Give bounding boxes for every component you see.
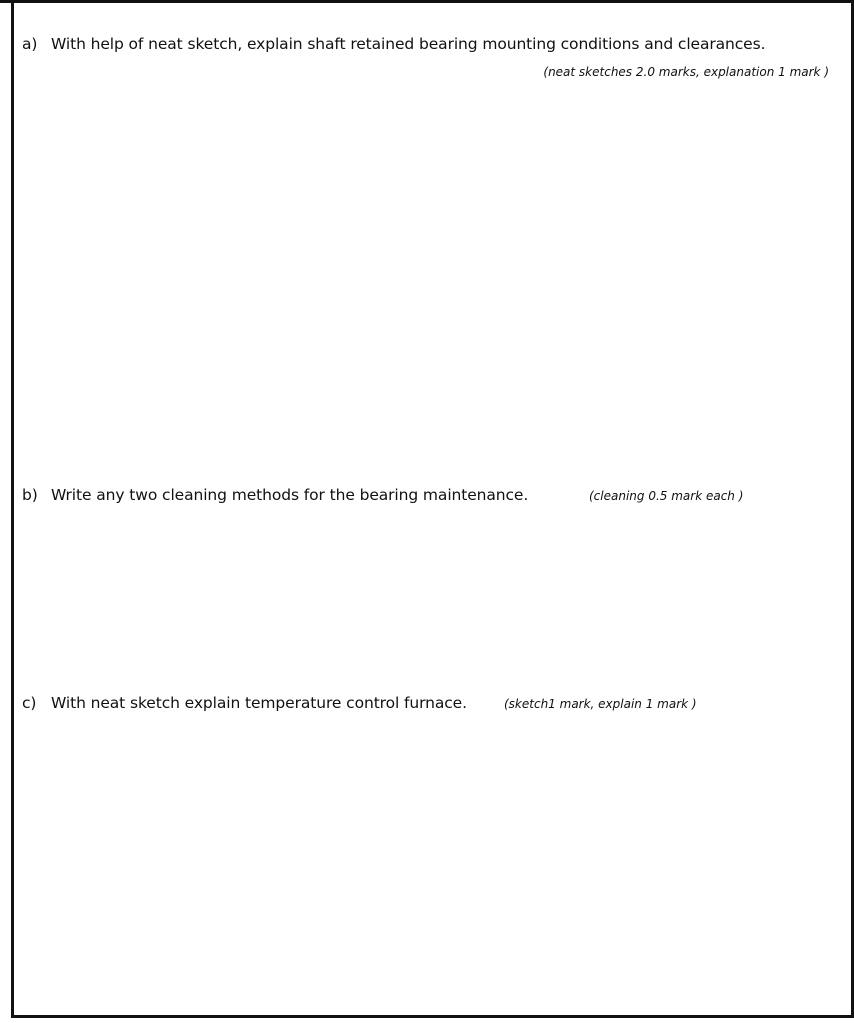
question-text: Write any two cleaning methods for the bearing maintenance. bbox=[51, 486, 529, 504]
question-label: c) bbox=[22, 694, 37, 712]
question-label: b) bbox=[22, 486, 38, 504]
question-c-marks: (sketch1 mark, explain 1 mark ) bbox=[504, 697, 697, 711]
question-b bbox=[22, 486, 528, 504]
answer-frame bbox=[11, 0, 854, 1018]
question-b-marks: (cleaning 0.5 mark each ) bbox=[589, 489, 744, 503]
question-c bbox=[22, 694, 467, 712]
question-a-marks: (neat sketches 2.0 marks, explanation 1 mark ) bbox=[543, 65, 829, 79]
question-text: With help of neat sketch, explain shaft retained bearing mounting conditions and clearances. bbox=[51, 35, 766, 53]
question-a bbox=[22, 35, 765, 53]
question-label: a) bbox=[22, 35, 38, 53]
question-text: With neat sketch explain temperature control furnace. bbox=[51, 694, 467, 712]
